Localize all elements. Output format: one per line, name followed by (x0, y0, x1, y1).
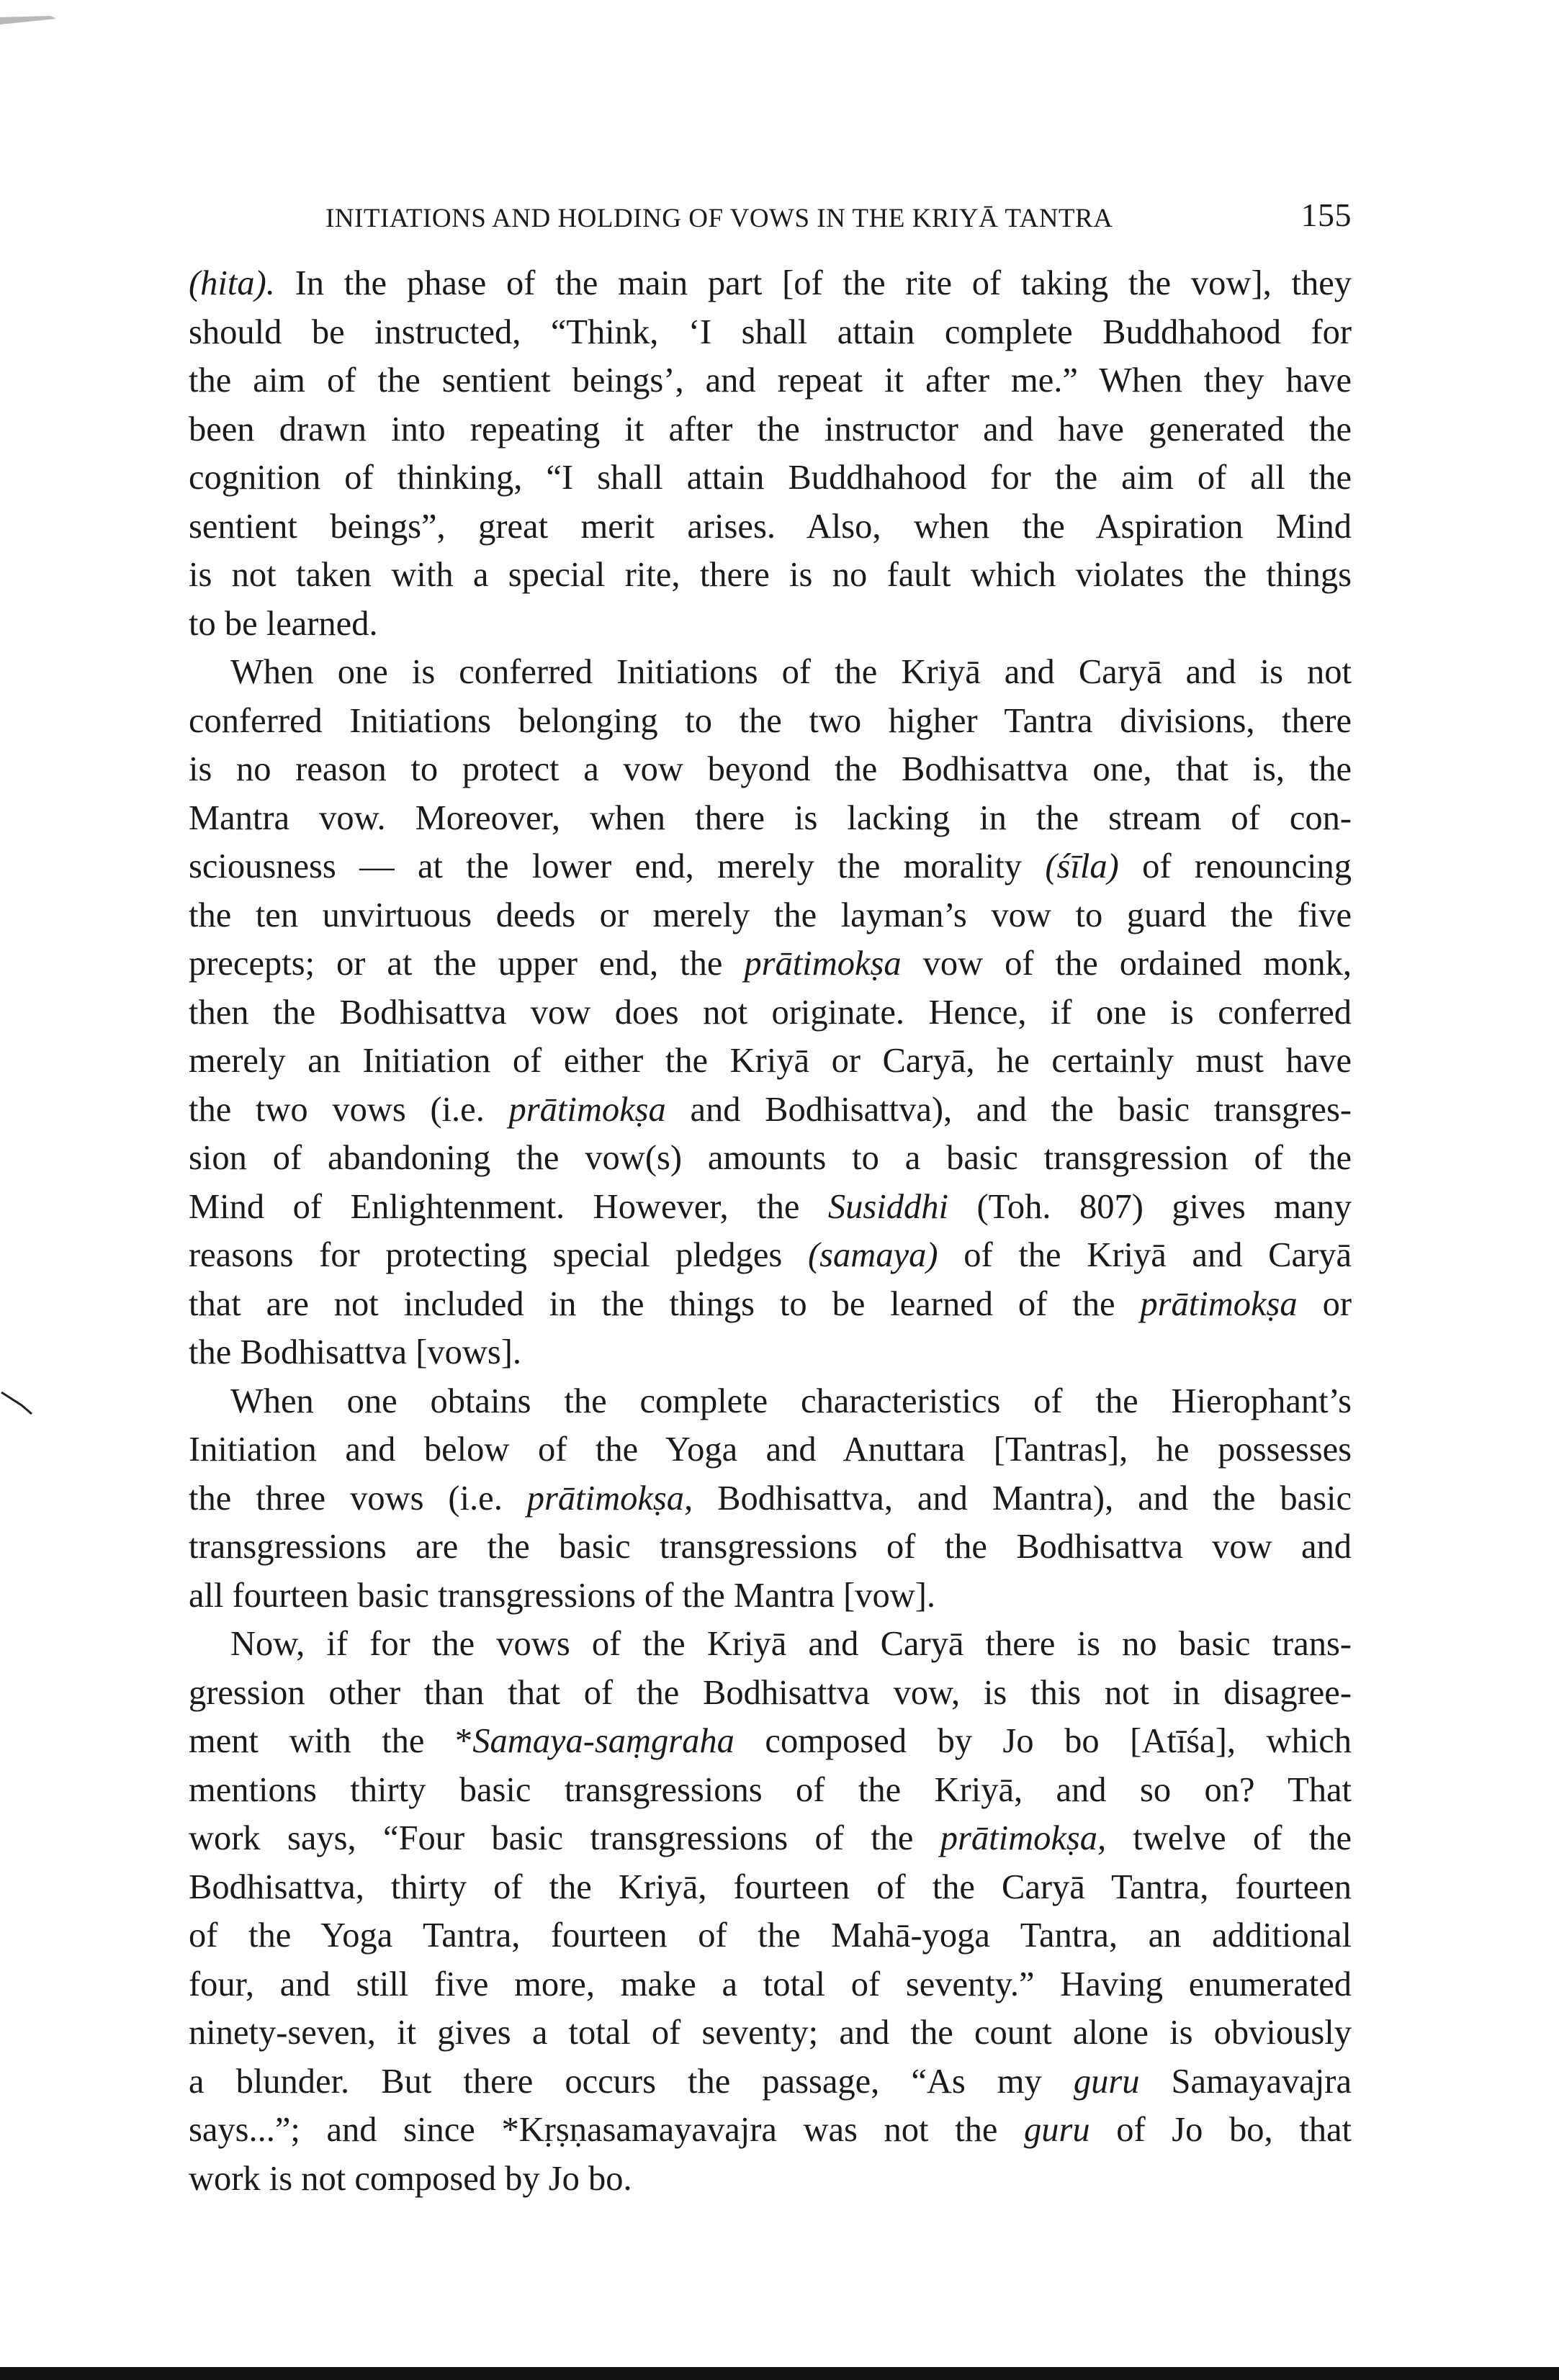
running-head (325, 196, 1352, 239)
body-text (189, 259, 1352, 2203)
text-line: cognition of thinking, “I shall attain Buddhahood for the aim of all the (189, 459, 1352, 497)
text-line: that are not included in the things to be learned of the prātimokṣa or (189, 1284, 1352, 1323)
text-line: reasons for protecting special pledges (samaya) of the Kriyā and Caryā (189, 1236, 1352, 1274)
text-line: should be instructed, “Think, ‘I shall attain complete Buddhahood for (189, 312, 1352, 351)
italic-term: guru (1073, 2062, 1140, 2101)
text-line: a blunder. But there occurs the passage, “As my guru Samayavajra (189, 2062, 1352, 2101)
text-line: precepts; or at the upper end, the prātimokṣa vow of the ordained monk, (189, 945, 1352, 983)
text-line: gression other than that of the Bodhisattva vow, is this not in disagree- (189, 1673, 1352, 1712)
text-line: to be learned. (189, 604, 378, 643)
text-line: been drawn into repeating it after the instructor and have generated the (189, 410, 1352, 448)
text-line: Mantra vow. Moreover, when there is lacking in the stream of con- (189, 798, 1352, 837)
text-line: Initiation and below of the Yoga and Anuttara [Tantras], he possesses (189, 1430, 1352, 1469)
italic-term: Susiddhi (827, 1187, 948, 1226)
text-line: of the Yoga Tantra, fourteen of the Mahā-yoga Tantra, an additional (189, 1916, 1352, 1955)
running-title: INITIATIONS AND HOLDING OF VOWS IN THE KRIYĀ TANTRA (325, 204, 1113, 233)
text-line: ninety-seven, it gives a total of seventy; and the count alone is obviously (189, 2014, 1352, 2052)
scan-smudge-mark (0, 14, 58, 27)
italic-term: prātimokṣa, (526, 1479, 693, 1518)
text-line: (hita). In the phase of the main part [of the rite of taking the vow], they (189, 264, 1352, 302)
text-line: the three vows (i.e. prātimokṣa, Bodhisattva, and Mantra), and the basic (189, 1479, 1352, 1518)
text-line: all fourteen basic transgressions of the Mantra [vow]. (189, 1576, 936, 1615)
text-line: When one obtains the complete characteristics of the Hierophant’s (230, 1381, 1352, 1420)
italic-term: guru (1024, 2111, 1090, 2149)
italic-term: prātimokṣa, (940, 1819, 1107, 1857)
italic-term: prātimokṣa (744, 945, 902, 983)
text-line: sentient beings”, great merit arises. Also, when the Aspiration Mind (189, 507, 1352, 546)
italic-term: Samaya-saṃgraha (472, 1722, 734, 1760)
page-number: 155 (1300, 197, 1352, 233)
italic-term: prātimokṣa (508, 1090, 666, 1129)
text-line: work says, “Four basic transgressions of the prātimokṣa, twelve of the (189, 1819, 1352, 1857)
italic-term: prātimokṣa (1140, 1284, 1298, 1323)
text-line: conferred Initiations belonging to the two higher Tantra divisions, there (189, 701, 1352, 740)
text-line: When one is conferred Initiations of the Kriyā and Caryā and is not (230, 653, 1352, 691)
text-line: Bodhisattva, thirty of the Kriyā, fourteen of the Caryā Tantra, fourteen (189, 1867, 1352, 1906)
text-line: ment with the *Samaya-saṃgraha composed by Jo bo [Atīśa], which (189, 1722, 1352, 1760)
scan-edge-bar (0, 2367, 1559, 2380)
text-line: work is not composed by Jo bo. (189, 2159, 632, 2198)
text-line: transgressions are the basic transgressions of the Bodhisattva vow and (189, 1528, 1352, 1566)
text-line: says...”; and since *Kṛṣṇasamayavajra was not the guru of Jo bo, that (189, 2111, 1352, 2149)
italic-term: (hita). (189, 264, 275, 302)
margin-pencil-mark (0, 1389, 36, 1418)
text-line: the Bodhisattva [vows]. (189, 1333, 522, 1371)
text-line: the aim of the sentient beings’, and repeat it after me.” When they have (189, 361, 1352, 400)
text-line: is no reason to protect a vow beyond the Bodhisattva one, that is, the (189, 750, 1352, 788)
text-line: the two vows (i.e. prātimokṣa and Bodhisattva), and the basic transgres- (189, 1090, 1352, 1129)
text-line: Mind of Enlightenment. However, the Susiddhi (Toh. 807) gives many (189, 1187, 1352, 1226)
text-line: Now, if for the vows of the Kriyā and Caryā there is no basic trans- (230, 1625, 1352, 1663)
italic-term: (śīla) (1045, 847, 1119, 885)
text-line: mentions thirty basic transgressions of the Kriyā, and so on? That (189, 1770, 1352, 1809)
text-line: is not taken with a special rite, there is no fault which violates the things (189, 556, 1352, 594)
text-line: the ten unvirtuous deeds or merely the layman’s vow to guard the five (189, 896, 1352, 934)
text-line: sion of abandoning the vow(s) amounts to a basic transgression of the (189, 1139, 1352, 1177)
text-line: then the Bodhisattva vow does not originate. Hence, if one is conferred (189, 993, 1352, 1032)
text-line: sciousness — at the lower end, merely the morality (śīla) of renouncing (189, 847, 1352, 885)
italic-term: (samaya) (808, 1236, 938, 1274)
text-line: four, and still five more, make a total of seventy.” Having enumerated (189, 1965, 1352, 2003)
text-line: merely an Initiation of either the Kriyā or Caryā, he certainly must have (189, 1042, 1352, 1080)
